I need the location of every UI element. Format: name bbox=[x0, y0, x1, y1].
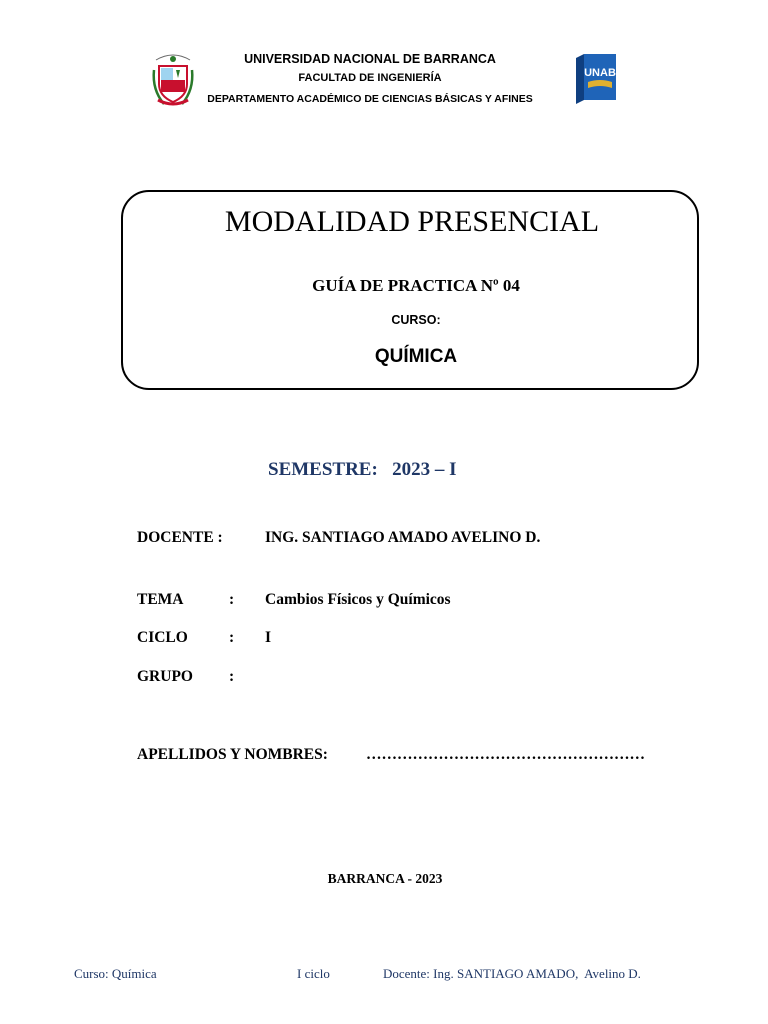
cycle-colon: : bbox=[229, 629, 235, 646]
cycle-label: CICLO bbox=[137, 629, 188, 646]
topic-label: TEMA bbox=[137, 591, 184, 608]
course-label: CURSO: bbox=[391, 313, 441, 327]
footer-cycle: I ciclo bbox=[297, 966, 330, 981]
names-label: APELLIDOS Y NOMBRES: bbox=[137, 746, 328, 763]
cycle-value: I bbox=[265, 629, 272, 646]
svg-text:UNAB: UNAB bbox=[584, 67, 616, 79]
guide-number: GUÍA DE PRACTICA Nº 04 bbox=[312, 276, 520, 295]
topic-colon: : bbox=[229, 591, 235, 608]
course-name: QUÍMICA bbox=[374, 346, 458, 367]
footer-teacher: Docente: Ing. SANTIAGO AMADO, Avelino D. bbox=[383, 966, 641, 981]
group-label: GRUPO bbox=[137, 668, 193, 685]
footer-course: Curso: Química bbox=[74, 966, 157, 981]
university-name: UNIVERSIDAD NACIONAL DE BARRANCA bbox=[244, 52, 496, 66]
faculty-name: FACULTAD DE INGENIERÍA bbox=[298, 72, 442, 84]
teacher-label: DOCENTE : bbox=[137, 529, 223, 546]
teacher-value: ING. SANTIAGO AMADO AVELINO D. bbox=[265, 529, 541, 546]
department-name: DEPARTAMENTO ACADÉMICO DE CIENCIAS BÁSICAS Y AFINES bbox=[207, 93, 533, 105]
semester-label: SEMESTRE: bbox=[268, 459, 378, 480]
names-value: ……………………………………………… bbox=[366, 746, 645, 763]
unab-logo-icon bbox=[570, 52, 618, 106]
modality-title: MODALIDAD PRESENCIAL bbox=[224, 205, 600, 238]
topic-value: Cambios Físicos y Químicos bbox=[265, 591, 451, 608]
city-year: BARRANCA - 2023 bbox=[327, 871, 443, 886]
group-colon: : bbox=[229, 668, 235, 685]
semester-line bbox=[268, 459, 456, 481]
semester-value: 2023 – I bbox=[392, 459, 457, 480]
